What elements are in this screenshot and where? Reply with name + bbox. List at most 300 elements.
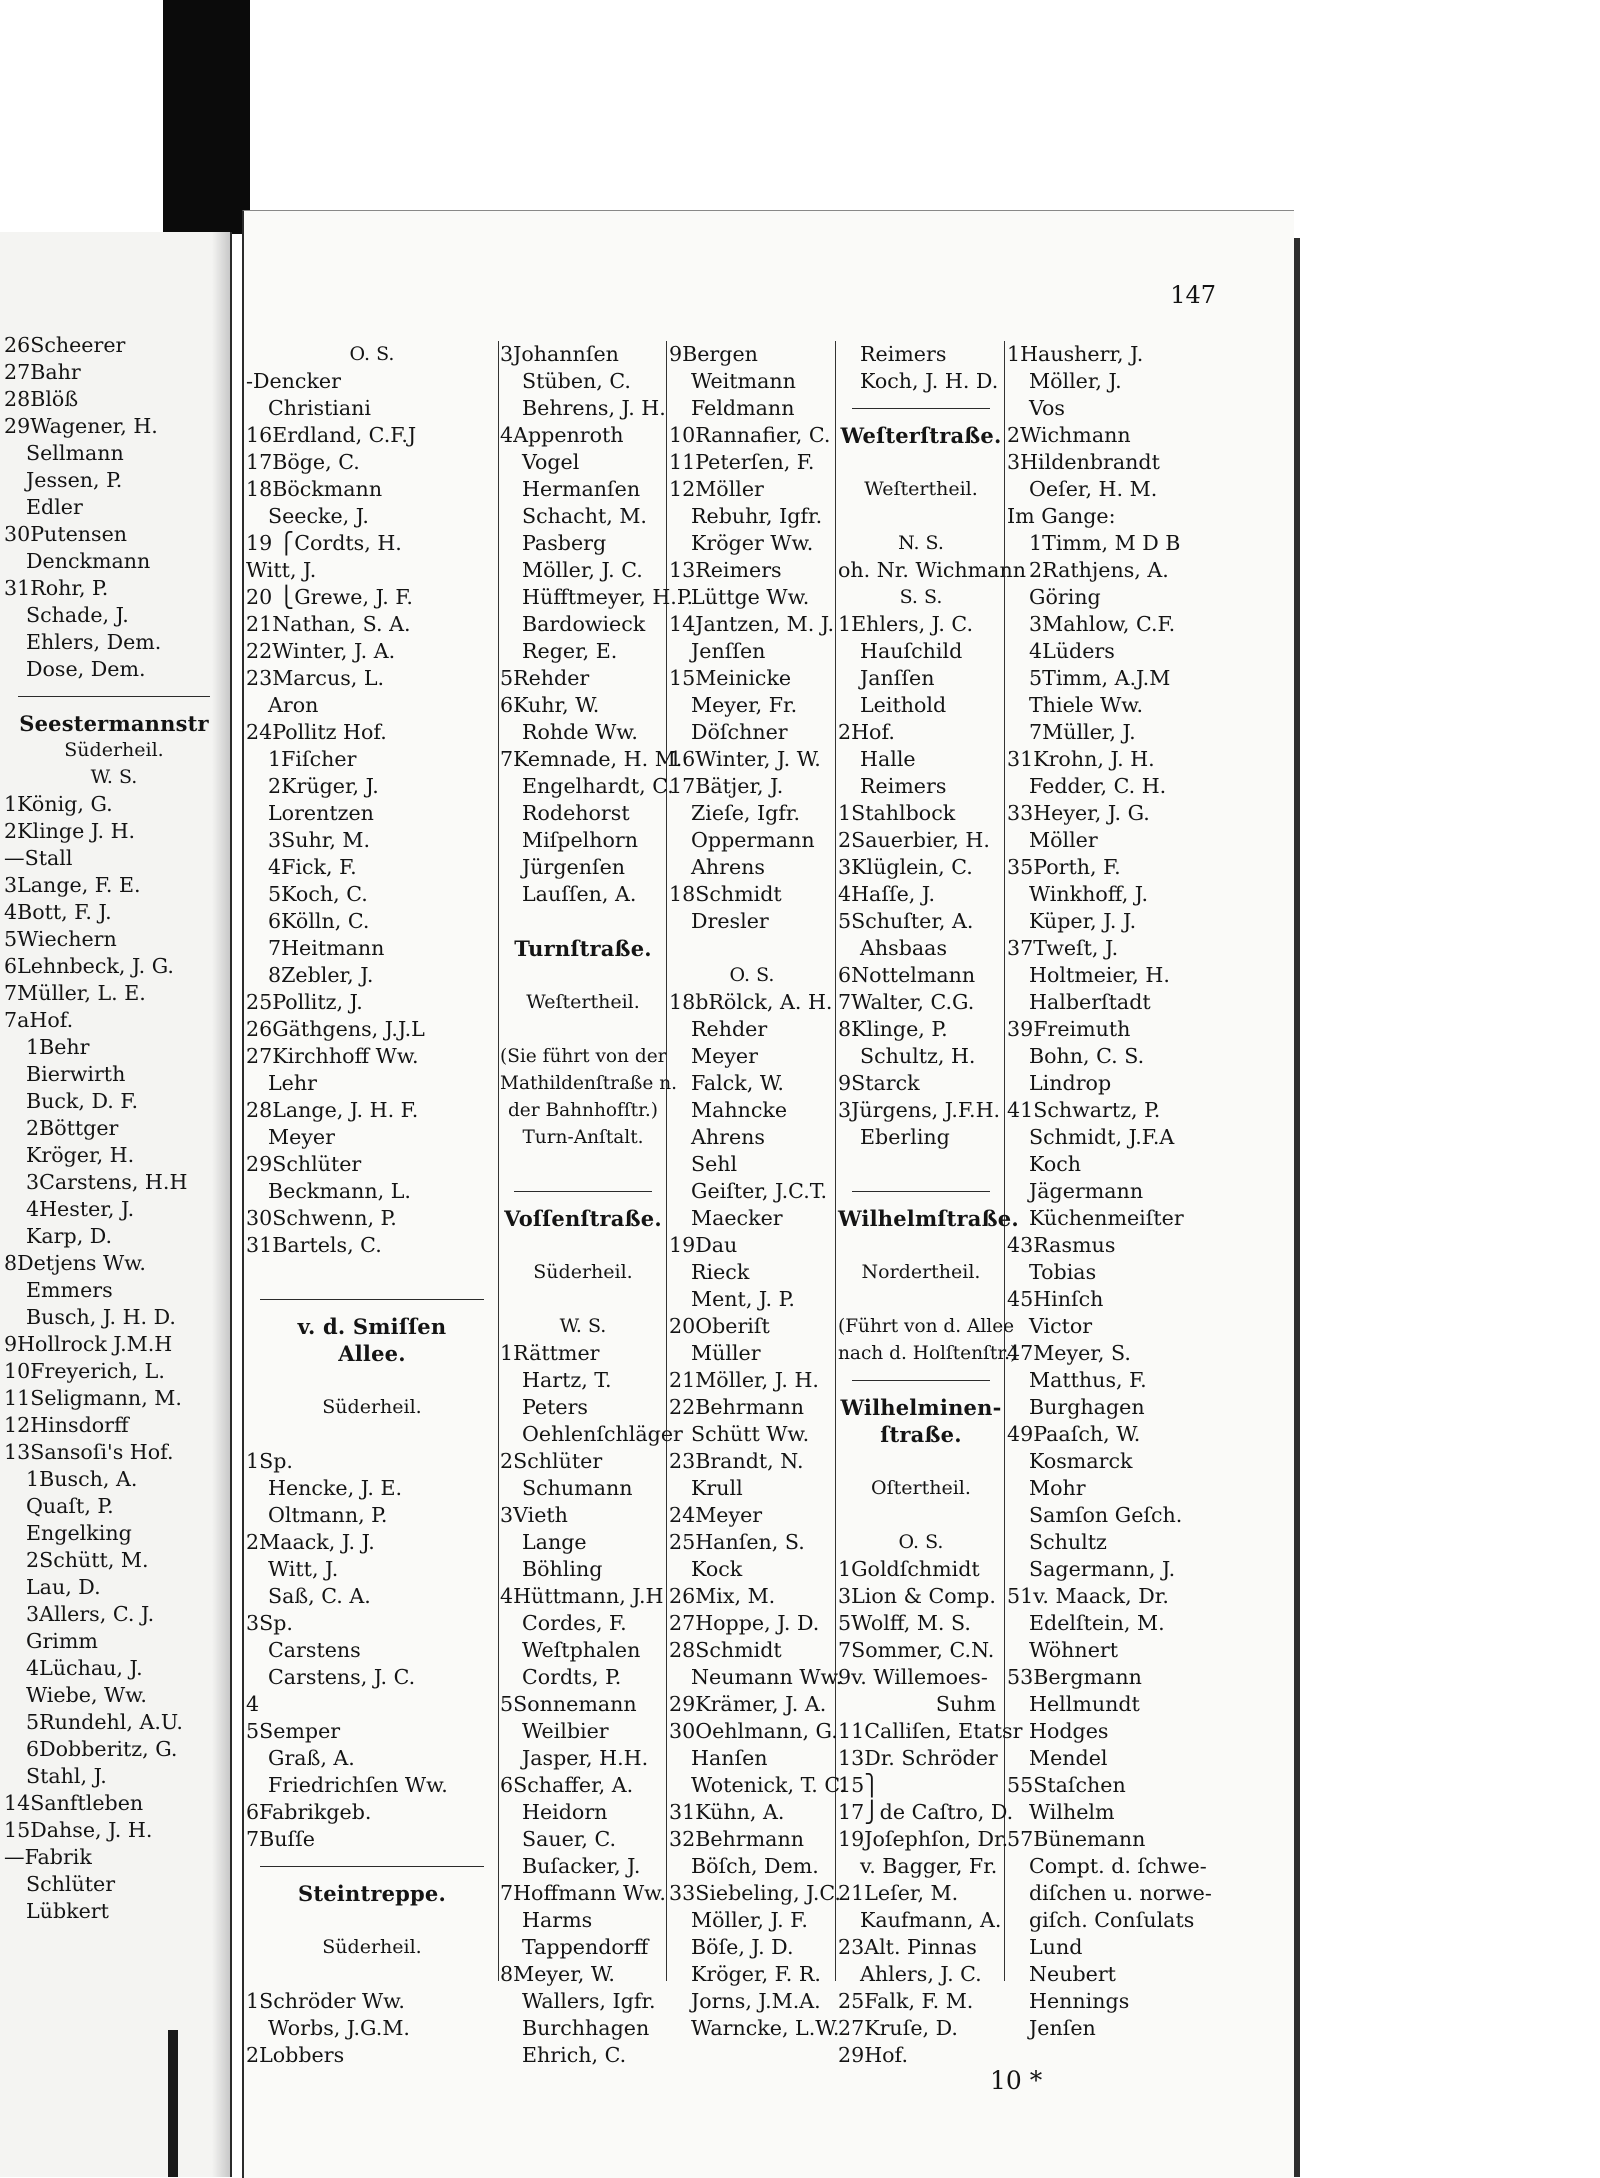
house-entry: 29Krämer, J. A. xyxy=(669,1692,827,1716)
house-entry: 19Dau xyxy=(669,1233,738,1257)
resident-entry: Hennings xyxy=(1029,1989,1130,2013)
street-heading: Allee. xyxy=(338,1341,406,1366)
section-rule xyxy=(838,1178,1004,1205)
house-entry: 4Appenroth xyxy=(500,423,624,447)
resident-entry: Ahrens xyxy=(691,855,765,879)
resident-entry: Janſſen xyxy=(860,666,935,690)
directory-entry: Quaſt, P. xyxy=(26,1494,114,1518)
resident-entry: Lund xyxy=(1029,1935,1083,1959)
resident-entry: Wöhnert xyxy=(1029,1638,1119,1662)
resident-entry: 2Krüger, J. xyxy=(268,774,379,798)
resident-entry: Kaufmann, A. xyxy=(860,1908,1002,1932)
resident-entry: Oltmann, P. xyxy=(268,1503,388,1527)
directory-entry: 9Hollrock J.M.H xyxy=(4,1332,173,1356)
resident-entry: Schütt Ww. xyxy=(691,1422,810,1446)
directory-entry: 7Müller, L. E. xyxy=(4,981,146,1005)
spacer xyxy=(838,1286,1004,1313)
resident-entry: Graß, A. xyxy=(268,1746,355,1770)
spacer xyxy=(500,1016,666,1043)
directory-entry: Schade, J. xyxy=(26,603,129,627)
house-entry: 5Wolff, M. S. xyxy=(838,1611,971,1635)
resident-entry: Sehl xyxy=(691,1152,738,1176)
house-entry: 2Lobbers xyxy=(246,2043,345,2067)
resident-entry: Jorns, J.M.A. xyxy=(691,1989,821,2013)
resident-entry: Suhm xyxy=(935,1692,996,1716)
house-entry: 11Peterſen, F. xyxy=(669,450,815,474)
house-entry: 6Schaffer, A. xyxy=(500,1773,634,1797)
directory-page xyxy=(242,210,1294,2178)
directory-entry: 14Sanftleben xyxy=(4,1791,144,1815)
resident-entry: Meyer xyxy=(691,1044,758,1068)
resident-entry: Witt, J. xyxy=(268,1557,339,1581)
resident-entry: Holtmeier, H. xyxy=(1029,963,1170,987)
street-heading: ſtraße. xyxy=(880,1422,962,1447)
house-entry: 26Gäthgens, J.J.L xyxy=(246,1017,425,1041)
directory-entry: Denckmann xyxy=(26,549,151,573)
house-entry: 25Hanſen, S. xyxy=(669,1530,805,1554)
house-entry: 9v. Willemoes- xyxy=(838,1665,988,1689)
resident-entry: Oppermann xyxy=(691,828,815,852)
house-entry: 7Walter, C.G. xyxy=(838,990,975,1014)
house-entry: 57Bünemann xyxy=(1007,1827,1146,1851)
street-heading: Turnſtraße. xyxy=(514,936,652,961)
spacer xyxy=(246,1961,498,1988)
house-entry: 33Heyer, J. G. xyxy=(1007,801,1150,825)
section-rule xyxy=(838,1367,1004,1394)
house-entry: 2Sauerbier, H. xyxy=(838,828,990,852)
house-entry: 5Rehder xyxy=(500,666,590,690)
resident-entry: diſchen u. norwe- xyxy=(1029,1881,1212,1905)
resident-entry: Fedder, C. H. xyxy=(1029,774,1167,798)
house-entry: 12Möller xyxy=(669,477,764,501)
house-entry: 9Bergen xyxy=(669,342,758,366)
street-note: Mathildenſtraße n. xyxy=(500,1073,677,1094)
directory-entry: Ehlers, Dem. xyxy=(26,630,162,654)
house-entry: 13Dr. Schröder xyxy=(838,1746,998,1770)
resident-entry: Halle xyxy=(860,747,916,771)
side-label: S. S. xyxy=(899,586,943,608)
spacer xyxy=(246,1259,498,1286)
resident-entry: Edelſtein, M. xyxy=(1029,1611,1165,1635)
resident-entry: Thiele Ww. xyxy=(1029,693,1143,717)
street-note: (Führt von d. Allee xyxy=(838,1316,1015,1337)
house-entry: 23Alt. Pinnas xyxy=(838,1935,977,1959)
resident-entry: Kröger, F. R. xyxy=(691,1962,821,1986)
house-entry: 1Goldſchmidt xyxy=(838,1557,980,1581)
directory-entry: Grimm xyxy=(26,1629,98,1653)
directory-entry: Bierwirth xyxy=(26,1062,126,1086)
resident-entry: 4Fick, F. xyxy=(268,855,357,879)
resident-entry: Schmidt, J.F.A xyxy=(1029,1125,1175,1149)
house-entry: 15Meinicke xyxy=(669,666,792,690)
resident-entry: Pasberg xyxy=(522,531,607,555)
street-heading: Seestermannstr xyxy=(19,711,209,736)
house-entry: 31Krohn, J. H. xyxy=(1007,747,1155,771)
directory-entry: 29Wagener, H. xyxy=(4,414,158,438)
directory-entry: 28Blöß xyxy=(4,387,79,411)
directory-entry: 4Hester, J. xyxy=(26,1197,135,1221)
directory-entry: 3Lange, F. E. xyxy=(4,873,141,897)
resident-entry: Hüfftmeyer, H.P. xyxy=(522,585,694,609)
resident-entry: Lange xyxy=(522,1530,587,1554)
house-entry: 49Paaſch, W. xyxy=(1007,1422,1141,1446)
house-entry: 32Behrmann xyxy=(669,1827,804,1851)
house-entry: 14Jantzen, M. J. xyxy=(669,612,835,636)
resident-entry: 3Mahlow, C.F. xyxy=(1029,612,1176,636)
spacer xyxy=(500,962,666,989)
directory-entry: —Fabrik xyxy=(4,1845,92,1869)
resident-entry: giſch. Conſulats xyxy=(1029,1908,1195,1932)
house-entry: 15⎫ xyxy=(838,1773,880,1797)
district-label: Weſtertheil. xyxy=(526,991,640,1013)
resident-entry: Ehrich, C. xyxy=(522,2043,627,2067)
house-entry: 23Brandt, N. xyxy=(669,1449,804,1473)
directory-entry: 13Sansoſi's Hof. xyxy=(4,1440,174,1464)
resident-entry: Engelhardt, C. xyxy=(522,774,674,798)
directory-entry: 10Freyerich, L. xyxy=(4,1359,165,1383)
directory-entry: Schlüter xyxy=(26,1872,116,1896)
spacer xyxy=(838,1448,1004,1475)
section-label: W. S. xyxy=(90,766,138,788)
house-entry: 25Falk, F. M. xyxy=(838,1989,974,2013)
directory-entry: 2Schütt, M. xyxy=(26,1548,149,1572)
resident-entry: Möller xyxy=(1029,828,1098,852)
resident-entry: Möller, J. C. xyxy=(522,558,643,582)
resident-entry: Schultz, H. xyxy=(860,1044,976,1068)
district-label: Süderheil. xyxy=(322,1396,422,1418)
resident-entry: 5Koch, C. xyxy=(268,882,368,906)
resident-entry: Hauſchild xyxy=(860,639,963,663)
directory-entry: Dose, Dem. xyxy=(26,657,146,681)
resident-entry: Carstens, J. C. xyxy=(268,1665,416,1689)
house-entry: 1Schröder Ww. xyxy=(246,1989,405,2013)
spacer xyxy=(246,1907,498,1934)
left-page xyxy=(0,232,232,2177)
house-entry: 29Schlüter xyxy=(246,1152,362,1176)
house-entry: 20Oberiſt xyxy=(669,1314,770,1338)
house-entry: 29Hof. xyxy=(838,2043,908,2067)
house-entry: 20 ⎩Grewe, J. F. xyxy=(246,585,413,609)
resident-entry: Mohr xyxy=(1029,1476,1086,1500)
resident-entry: Dresler xyxy=(691,909,769,933)
resident-entry: 1Fiſcher xyxy=(268,747,357,771)
resident-entry: Neubert xyxy=(1029,1962,1116,1986)
district-label: Süderheil. xyxy=(533,1261,633,1283)
spacer xyxy=(838,449,1004,476)
directory-entry: 26Scheerer xyxy=(4,333,126,357)
resident-entry: Buſacker, J. xyxy=(522,1854,641,1878)
directory-entry: Karp, D. xyxy=(26,1224,113,1248)
resident-entry: 7Müller, J. xyxy=(1029,720,1136,744)
resident-entry: Cordes, F. xyxy=(522,1611,627,1635)
house-entry: 21Nathan, S. A. xyxy=(246,612,411,636)
house-entry: 33Siebeling, J.C. xyxy=(669,1881,841,1905)
directory-entry: Busch, J. H. D. xyxy=(26,1305,176,1329)
resident-entry: Stüben, C. xyxy=(522,369,631,393)
resident-entry: Böſch, Dem. xyxy=(691,1854,819,1878)
resident-entry: Falck, W. xyxy=(691,1071,784,1095)
house-entry: 45Hinſch xyxy=(1007,1287,1104,1311)
directory-entry: 2Klinge J. H. xyxy=(4,819,136,843)
resident-entry: Rehder xyxy=(691,1017,768,1041)
resident-entry: 3Suhr, M. xyxy=(268,828,371,852)
house-entry: 2Wichmann xyxy=(1007,423,1131,447)
resident-entry: Rodehorst xyxy=(522,801,630,825)
house-entry: 7Hoffmann Ww. xyxy=(500,1881,666,1905)
house-entry: 4Haſſe, J. xyxy=(838,882,936,906)
directory-entry: Wiebe, Ww. xyxy=(26,1683,147,1707)
resident-entry: Koch, J. H. D. xyxy=(860,369,999,393)
spacer xyxy=(500,1286,666,1313)
house-entry: 27Kirchhoff Ww. xyxy=(246,1044,419,1068)
side-label: O. S. xyxy=(898,1531,944,1553)
resident-entry: Matthus, F. xyxy=(1029,1368,1147,1392)
house-entry: 8Meyer, W. xyxy=(500,1962,615,1986)
side-label: N. S. xyxy=(898,532,944,554)
resident-entry: Neumann Ww. xyxy=(691,1665,843,1689)
resident-entry: Hencke, J. E. xyxy=(268,1476,403,1500)
house-entry: oh. Nr. Wichmann xyxy=(838,558,1026,582)
house-entry: 7Buſſe xyxy=(246,1827,315,1851)
resident-entry: Worbs, J.G.M. xyxy=(268,2016,410,2040)
section-rule xyxy=(246,1853,498,1880)
resident-entry: Ahsbaas xyxy=(860,936,948,960)
house-entry: 16Erdland, C.F.J xyxy=(246,423,417,447)
house-entry: 26Mix, M. xyxy=(669,1584,776,1608)
house-entry: 5Schuſter, A. xyxy=(838,909,974,933)
resident-entry: Jenſſen xyxy=(691,639,766,663)
house-entry: 3Lion & Comp. xyxy=(838,1584,996,1608)
resident-entry: Burchhagen xyxy=(522,2016,650,2040)
section-rule xyxy=(838,395,1004,422)
resident-entry: Reger, E. xyxy=(522,639,618,663)
resident-entry: Vogel xyxy=(522,450,580,474)
resident-entry: Hartz, T. xyxy=(522,1368,612,1392)
resident-entry: Compt. d. ſchwe- xyxy=(1029,1854,1207,1878)
house-entry: 6Nottelmann xyxy=(838,963,976,987)
house-entry: 9Starck xyxy=(838,1071,920,1095)
directory-entry: Lau, D. xyxy=(26,1575,101,1599)
directory-entry: —Stall xyxy=(4,846,73,870)
directory-entry: 1Busch, A. xyxy=(26,1467,138,1491)
house-entry: 2Schlüter xyxy=(500,1449,603,1473)
resident-entry: Göring xyxy=(1029,585,1101,609)
section-rule xyxy=(500,1178,666,1205)
resident-entry: Kock xyxy=(691,1557,743,1581)
side-label: O. S. xyxy=(729,964,775,986)
house-entry: 21Leſer, M. xyxy=(838,1881,959,1905)
resident-entry: Hodges xyxy=(1029,1719,1109,1743)
directory-entry: Emmers xyxy=(26,1278,113,1302)
house-entry: 35Porth, F. xyxy=(1007,855,1121,879)
district-label: Oſtertheil. xyxy=(871,1477,971,1499)
house-entry: 24Pollitz Hof. xyxy=(246,720,387,744)
resident-entry: Krull xyxy=(691,1476,743,1500)
directory-entry: Engelking xyxy=(26,1521,132,1545)
directory-entry: 6Dobberitz, G. xyxy=(26,1737,178,1761)
resident-entry: Schultz xyxy=(1029,1530,1107,1554)
house-entry: 3Jürgens, J.F.H. xyxy=(838,1098,1001,1122)
directory-column-2 xyxy=(500,341,694,2067)
house-entry: 3Hildenbrandt xyxy=(1007,450,1160,474)
house-entry: 3Vieth xyxy=(500,1503,568,1527)
house-entry: 31Kühn, A. xyxy=(669,1800,785,1824)
directory-entry: Lübkert xyxy=(26,1899,109,1923)
spacer xyxy=(246,1421,498,1448)
street-heading: Steintreppe. xyxy=(297,1881,447,1906)
house-entry: 1Rättmer xyxy=(500,1341,600,1365)
resident-entry: 1Timm, M D B xyxy=(1029,531,1181,555)
house-entry: 17Böge, C. xyxy=(246,450,360,474)
house-entry: 11Calliſen, Etatsr xyxy=(838,1719,1023,1743)
house-entry: 13Reimers xyxy=(669,558,782,582)
resident-entry: Kosmarck xyxy=(1029,1449,1133,1473)
resident-entry: Peters xyxy=(522,1395,588,1419)
left-page-column xyxy=(4,332,224,1925)
resident-entry: 5Timm, A.J.M xyxy=(1029,666,1171,690)
street-heading: Wilhelmſtraße. xyxy=(838,1206,1019,1231)
house-entry: 39Freimuth xyxy=(1007,1017,1131,1041)
resident-entry: Beckmann, L. xyxy=(268,1179,411,1203)
house-entry: 55Staſchen xyxy=(1007,1773,1126,1797)
house-entry: 27Kruſe, D. xyxy=(838,2016,958,2040)
resident-entry: v. Bagger, Fr. xyxy=(860,1854,998,1878)
resident-entry: Wilhelm xyxy=(1029,1800,1115,1824)
house-entry: 17Bätjer, J. xyxy=(669,774,784,798)
house-entry: 43Rasmus xyxy=(1007,1233,1116,1257)
directory-entry: 4Lüchau, J. xyxy=(26,1656,143,1680)
resident-entry: Sagermann, J. xyxy=(1029,1557,1176,1581)
binding-edge xyxy=(168,2030,178,2177)
resident-entry: Zieſe, Igfr. xyxy=(691,801,801,825)
resident-entry: Oeſer, H. M. xyxy=(1029,477,1158,501)
directory-column-3 xyxy=(669,341,846,2040)
resident-entry: Christiani xyxy=(268,396,372,420)
resident-entry: Saß, C. A. xyxy=(268,1584,371,1608)
house-entry: 6Fabrikgeb. xyxy=(246,1800,372,1824)
house-entry: 17⎭de Caſtro, D. xyxy=(838,1800,1014,1824)
directory-entry: 8Detjens Ww. xyxy=(4,1251,146,1275)
section-label: Süderheil. xyxy=(64,739,164,761)
street-note: der Bahnhofſtr.) xyxy=(507,1100,659,1121)
directory-entry: 5Wiechern xyxy=(4,927,117,951)
house-entry: 30Schwenn, P. xyxy=(246,1206,397,1230)
binding-shadow xyxy=(163,0,250,234)
district-label: Weſtertheil. xyxy=(864,478,978,500)
house-entry: 23Marcus, L. xyxy=(246,666,385,690)
resident-entry: Möller, J. F. xyxy=(691,1908,808,1932)
resident-entry: Ahlers, J. C. xyxy=(860,1962,982,1986)
directory-column-4 xyxy=(838,341,1026,2067)
street-heading: Wilhelminen- xyxy=(840,1395,1002,1420)
resident-entry: Leithold xyxy=(860,693,947,717)
street-heading: Voſſenſtraße. xyxy=(504,1206,662,1231)
spacer xyxy=(500,908,666,935)
directory-entry: Sellmann xyxy=(26,441,124,465)
house-entry: 7Kemnade, H. M. xyxy=(500,747,683,771)
house-entry: 51v. Maack, Dr. xyxy=(1007,1584,1169,1608)
spacer xyxy=(838,1502,1004,1529)
resident-entry: Cordts, P. xyxy=(522,1665,622,1689)
resident-entry: Mahncke xyxy=(691,1098,788,1122)
resident-entry: Jürgenſen xyxy=(522,855,626,879)
house-entry: 21Möller, J. H. xyxy=(669,1368,819,1392)
side-label: W. S. xyxy=(559,1315,607,1337)
resident-entry: Rebuhr, Igfr. xyxy=(691,504,823,528)
street-heading: v. d. Smiſſen xyxy=(297,1314,447,1339)
resident-entry: Wotenick, T. C. xyxy=(691,1773,846,1797)
resident-entry: Lüttge Ww. xyxy=(691,585,810,609)
resident-entry: Hellmundt xyxy=(1029,1692,1140,1716)
resident-entry: Sauer, C. xyxy=(522,1827,617,1851)
house-entry: 8Klinge, P. xyxy=(838,1017,948,1041)
resident-entry: Lehr xyxy=(268,1071,317,1095)
resident-entry: Döſchner xyxy=(691,720,788,744)
house-entry: 2Hof. xyxy=(838,720,895,744)
resident-entry: Winkhoff, J. xyxy=(1029,882,1148,906)
house-entry: Witt, J. xyxy=(246,558,317,582)
house-entry: 22Behrmann xyxy=(669,1395,804,1419)
resident-entry: Schumann xyxy=(522,1476,633,1500)
house-entry: 22Winter, J. A. xyxy=(246,639,396,663)
resident-entry: 4Lüders xyxy=(1029,639,1115,663)
directory-entry: 1Behr xyxy=(26,1035,90,1059)
page-number: 147 xyxy=(1170,281,1216,309)
house-entry: 30Oehlmann, G. xyxy=(669,1719,838,1743)
resident-entry: Küchenmeiſter xyxy=(1029,1206,1184,1230)
house-entry: 7Sommer, C.N. xyxy=(838,1638,995,1662)
resident-entry: Warncke, L.W. xyxy=(691,2016,840,2040)
resident-entry: Böhling xyxy=(522,1557,603,1581)
spacer xyxy=(838,1151,1004,1178)
directory-entry: 30Putensen xyxy=(4,522,128,546)
resident-entry: Weilbier xyxy=(522,1719,609,1743)
house-entry: 28Schmidt xyxy=(669,1638,782,1662)
resident-entry: Maecker xyxy=(691,1206,783,1230)
house-entry: 18bRölck, A. H. xyxy=(669,990,833,1014)
resident-entry: Kröger Ww. xyxy=(691,531,814,555)
resident-entry: Hermanſen xyxy=(522,477,641,501)
resident-entry: Weitmann xyxy=(691,369,796,393)
directory-entry: 3Carstens, H.H xyxy=(26,1170,188,1194)
resident-entry: 6Kölln, C. xyxy=(268,909,370,933)
house-entry: 5Sonnemann xyxy=(500,1692,637,1716)
house-entry: 19Joſephſon, Dr. xyxy=(838,1827,1009,1851)
house-entry: 4Hüttmann, J.H xyxy=(500,1584,664,1608)
spacer xyxy=(500,1232,666,1259)
resident-entry: Samſon Geſch. xyxy=(1029,1503,1183,1527)
street-note: Turn-Anſtalt. xyxy=(522,1127,644,1148)
section-rule xyxy=(4,683,224,710)
house-entry: 18Schmidt xyxy=(669,882,782,906)
resident-entry: Feldmann xyxy=(691,396,795,420)
resident-entry: Bohn, C. S. xyxy=(1029,1044,1145,1068)
house-entry: 5Semper xyxy=(246,1719,341,1743)
house-entry: 27Hoppe, J. D. xyxy=(669,1611,820,1635)
resident-entry: Harms xyxy=(522,1908,593,1932)
directory-entry: 2Böttger xyxy=(26,1116,119,1140)
resident-entry: Schacht, M. xyxy=(522,504,647,528)
resident-entry: Ahrens xyxy=(691,1125,765,1149)
directory-entry: 4Bott, F. J. xyxy=(4,900,112,924)
resident-entry: Oehlenſchläger xyxy=(522,1422,683,1446)
resident-entry: Tappendorff xyxy=(522,1935,649,1959)
resident-entry: Weſtphalen xyxy=(522,1638,641,1662)
directory-entry: Kröger, H. xyxy=(26,1143,135,1167)
resident-entry: Böſe, J. D. xyxy=(691,1935,794,1959)
house-entry: 10Rannafier, C. xyxy=(669,423,831,447)
resident-entry: Friedrichſen Ww. xyxy=(268,1773,448,1797)
